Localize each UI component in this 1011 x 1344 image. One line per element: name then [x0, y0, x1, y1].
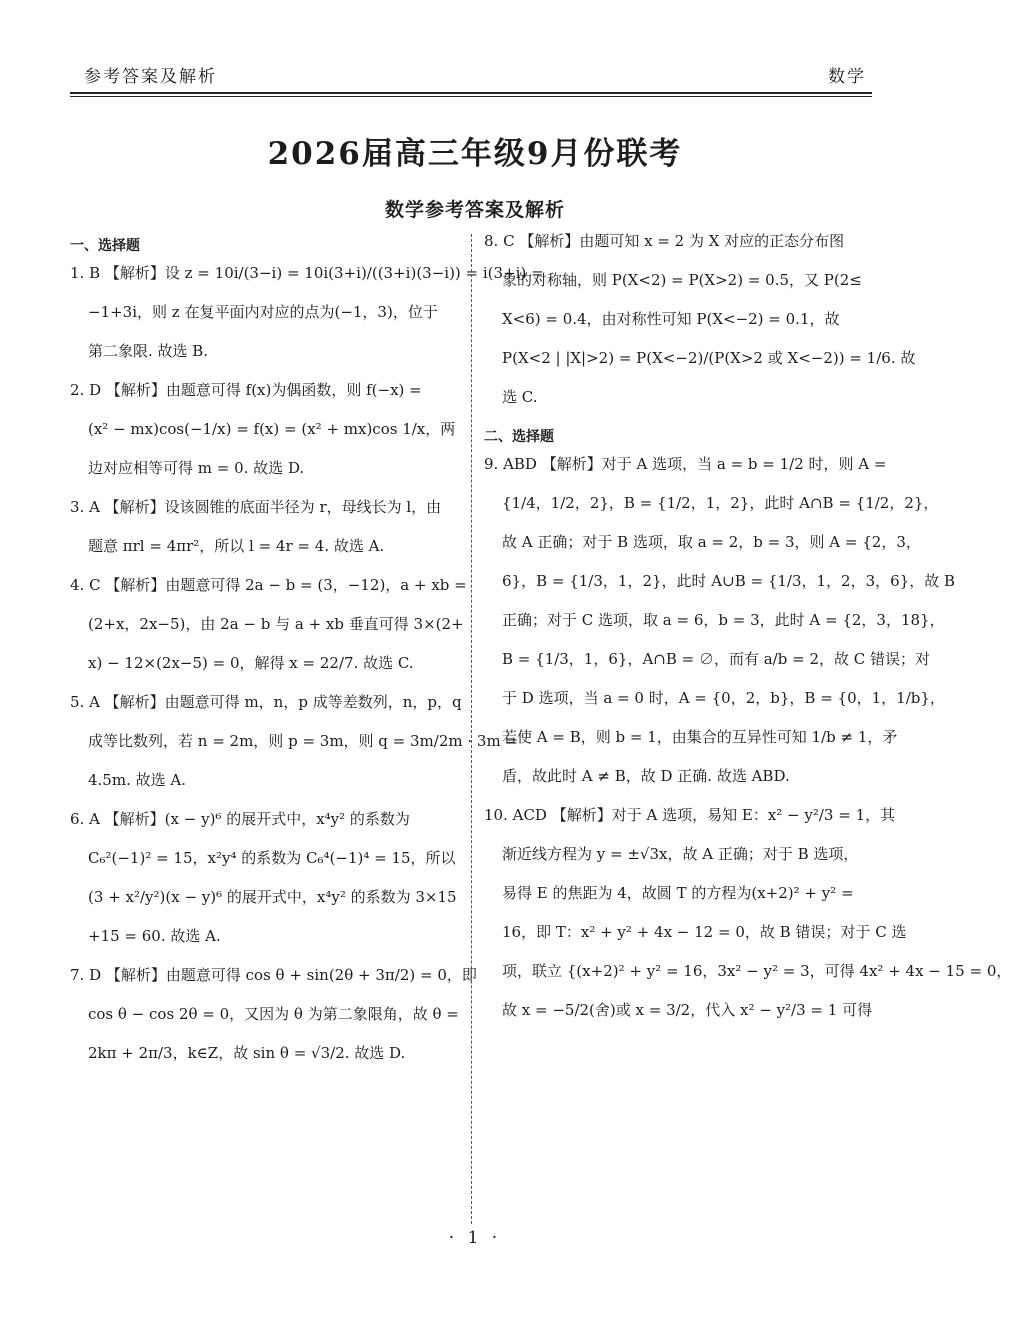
- answer-line: 2. D 【解析】由题意可得 f(x)为偶函数，则 f(−x) =: [70, 381, 422, 399]
- answer-line-continued: 于 D 选项，当 a = 0 时，A = {0，2，b}，B = {0，1，1/b}，: [502, 689, 945, 707]
- answer-line-continued: 第二象限. 故选 B.: [88, 342, 209, 360]
- right-column: [484, 231, 1011, 1039]
- answer-line-continued: (3 + x²/y²)(x − y)⁶ 的展开式中，x⁴y² 的系数为 3×15: [88, 888, 457, 906]
- answer-line-continued: (x² − mx)cos(−1/x) = f(x) = (x² + mx)cos 1/x，两: [88, 420, 456, 438]
- answer-line-continued: +15 = 60. 故选 A.: [88, 927, 221, 945]
- answer-line: 8. C 【解析】由题可知 x = 2 为 X 对应的正态分布图: [484, 232, 845, 250]
- answer-line-continued: 盾，故此时 A ≠ B，故 D 正确. 故选 ABD.: [502, 767, 790, 785]
- column-divider: [471, 234, 472, 1224]
- answer-line: 4. C 【解析】由题意可得 2a − b = (3，−12)，a + xb =: [70, 576, 467, 594]
- header-rule: [70, 92, 872, 94]
- answer-line-continued: X<6) = 0.4，由对称性可知 P(X<−2) = 0.1，故: [502, 310, 840, 328]
- answer-line: 6. A 【解析】(x − y)⁶ 的展开式中，x⁴y² 的系数为: [70, 810, 410, 828]
- answer-line-continued: 成等比数列，若 n = 2m，则 p = 3m，则 q = 3m/2m · 3m =: [88, 732, 519, 750]
- answer-line-continued: 6}，B = {1/3，1，2}，此时 A∪B = {1/3，1，2，3，6}，故 B: [502, 572, 956, 590]
- answer-line-continued: B = {1/3，1，6}，A∩B = ∅，而有 a/b = 2，故 C 错误；对: [502, 650, 930, 668]
- answer-line-continued: P(X<2 | |X|>2) = P(X<−2)/(P(X>2 或 X<−2)) = 1/6. 故: [502, 349, 916, 367]
- answer-line-continued: 4.5m. 故选 A.: [88, 771, 186, 789]
- answer-line-continued: cos θ − cos 2θ = 0，又因为 θ 为第二象限角，故 θ =: [88, 1005, 459, 1023]
- answer-line-continued: 象的对称轴，则 P(X<2) = P(X>2) = 0.5，又 P(2≤: [502, 271, 862, 289]
- answer-line-continued: 2kπ + 2π/3，k∈Z，故 sin θ = √3/2. 故选 D.: [88, 1044, 406, 1062]
- answer-line-continued: 项，联立 {(x+2)² + y² = 16，3x² − y² = 3，可得 4x² + 4x − 15 = 0，: [502, 962, 1011, 980]
- section-heading: 二、选择题: [484, 429, 554, 445]
- answer-line-continued: −1+3i，则 z 在复平面内对应的点为(−1，3)，位于: [88, 303, 438, 321]
- answer-line: 5. A 【解析】由题意可得 m，n，p 成等差数列，n，p，q: [70, 693, 462, 711]
- answer-line-continued: x) − 12×(2x−5) = 0，解得 x = 22/7. 故选 C.: [88, 654, 414, 672]
- section-heading: 一、选择题: [70, 238, 140, 254]
- answer-line-continued: 故 A 正确；对于 B 选项，取 a = 2，b = 3，则 A = {2，3，: [502, 533, 921, 551]
- document-title: 2026届高三年级9月份联考: [267, 136, 683, 172]
- header-subject: 数学: [828, 67, 866, 87]
- answer-line-continued: 正确；对于 C 选项，取 a = 6，b = 3，此时 A = {2，3，18}，: [502, 611, 945, 629]
- header-left-title: 参考答案及解析: [84, 67, 217, 87]
- answer-line-continued: 若使 A = B，则 b = 1，由集合的互异性可知 1/b ≠ 1，矛: [502, 728, 898, 746]
- document-subtitle: 数学参考答案及解析: [384, 199, 565, 221]
- answer-line-continued: 易得 E 的焦距为 4，故圆 T 的方程为(x+2)² + y² =: [502, 884, 854, 902]
- answer-line: 3. A 【解析】设该圆锥的底面半径为 r，母线长为 l，由: [70, 498, 442, 516]
- answer-line-continued: 16，即 T：x² + y² + 4x − 12 = 0，故 B 错误；对于 C 选: [502, 923, 907, 941]
- answer-line-continued: 选 C.: [502, 388, 538, 406]
- answer-line-continued: 边对应相等可得 m = 0. 故选 D.: [88, 459, 305, 477]
- answer-line-continued: 渐近线方程为 y = ±√3x，故 A 正确；对于 B 选项，: [502, 845, 859, 863]
- answer-line-continued: 故 x = −5/2(舍)或 x = 3/2，代入 x² − y²/3 = 1 可得: [502, 1001, 873, 1019]
- answer-line-continued: {1/4，1/2，2}，B = {1/2，1，2}，此时 A∩B = {1/2，2}，: [502, 494, 939, 512]
- answer-line: 1. B 【解析】设 z = 10i/(3−i) = 10i(3+i)/((3+i)(3−i)) = i(3+i) =: [70, 264, 544, 282]
- answer-line: 10. ACD 【解析】对于 A 选项，易知 E：x² − y²/3 = 1，其: [484, 806, 896, 824]
- page-number: · 1 ·: [448, 1228, 502, 1248]
- answer-line-continued: C₆²(−1)² = 15，x²y⁴ 的系数为 C₆⁴(−1)⁴ = 15，所以: [88, 849, 456, 867]
- answer-line: 7. D 【解析】由题意可得 cos θ + sin(2θ + 3π/2) = 0，即: [70, 966, 477, 984]
- answer-line-continued: 题意 πrl = 4πr²，所以 l = 4r = 4. 故选 A.: [88, 537, 385, 555]
- answer-line: 9. ABD 【解析】对于 A 选项，当 a = b = 1/2 时，则 A =: [484, 455, 887, 473]
- answer-line-continued: (2+x，2x−5)，由 2a − b 与 a + xb 垂直可得 3×(2+: [88, 615, 464, 633]
- header-rule-thin: [70, 96, 872, 97]
